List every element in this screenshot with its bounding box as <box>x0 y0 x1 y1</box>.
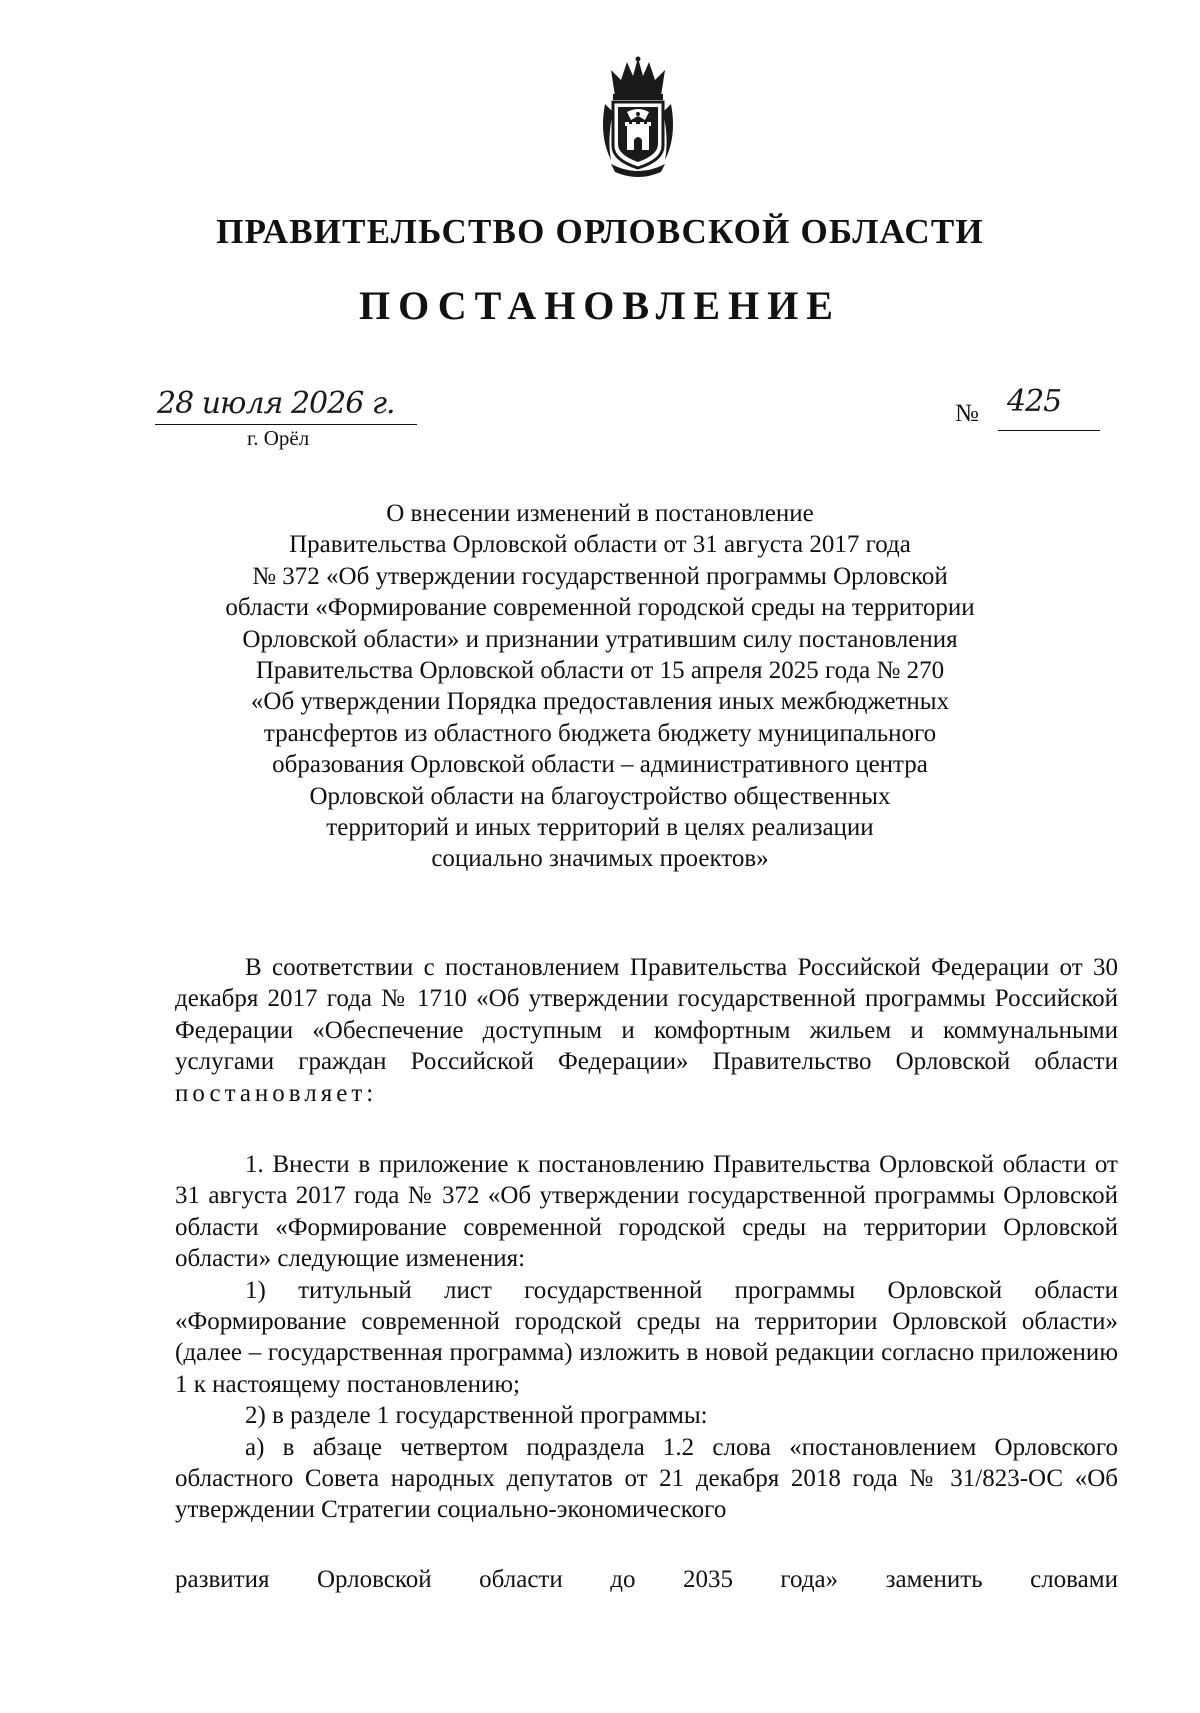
last-line-word: заменить <box>885 1566 983 1593</box>
coat-of-arms-icon <box>597 56 679 178</box>
city-label: г. Орёл <box>247 426 310 450</box>
subject-line: Орловской области на благоустройство общественных <box>309 782 891 810</box>
preamble-text: В соответствии с постановлением Правительства Российской Федерации от 30 декабря 2017 года № 1710 «Об утверждении государственной программы Российской Федерации «Обеспечение доступным и комфортным жильем и коммунальными услугами граждан Российской Федерации» Правительство Орловской области <box>175 954 1118 1076</box>
decree-word: постановляет: <box>175 1079 378 1107</box>
last-line-word: области <box>479 1566 563 1593</box>
document-type-title: ПОСТАНОВЛЕНИЕ <box>359 283 841 328</box>
item-1-2-paragraph: 2) в разделе 1 государственной программы: <box>245 1402 708 1430</box>
handwritten-number: 425 <box>1007 384 1062 419</box>
item-1-paragraph: 1. Внести в приложение к постановлению Правительства Орловской области от 31 августа 2017 года № 372 «Об утверждении государственной программы Орловской области «Формирование современной городской среды на территории Орловской области» следующие изменения: <box>175 1151 1118 1273</box>
subject-line: Правительства Орловской области от 31 августа 2017 года <box>289 531 911 559</box>
subject-line: Орловской области» и признании утратившим силу постановления <box>242 625 958 653</box>
subject-line: № 372 «Об утверждении государственной программы Орловской <box>252 562 948 590</box>
number-sign: № <box>955 400 979 427</box>
subject-line: социально значимых проектов» <box>431 845 769 873</box>
subject-line: «Об утверждении Порядка предоставления иных межбюджетных <box>250 688 950 716</box>
subject-line: области «Формирование современной городской среды на территории <box>225 594 975 622</box>
subject-line: образования Орловской области – административного центра <box>272 751 928 779</box>
subject-line: территорий и иных территорий в целях реализации <box>326 814 874 842</box>
last-line-word: развития <box>175 1566 270 1593</box>
date-underline <box>155 424 417 425</box>
subject-line: О внесении изменений в постановление <box>386 500 814 527</box>
item-1-2a-paragraph: а) в абзаце четвертом подраздела 1.2 слова «постановлением Орловского областного Совета народных депутатов от 21 декабря 2018 года № 31/823-ОС «Об утверждении Стратегии социально-экономического <box>175 1433 1118 1524</box>
number-underline <box>998 430 1100 431</box>
last-line-word: 2035 <box>682 1566 733 1593</box>
last-line-word: до <box>610 1566 636 1593</box>
last-line-word: года» <box>780 1566 839 1593</box>
last-line-word: Орловской <box>316 1566 432 1593</box>
last-line-word: словами <box>1030 1566 1118 1593</box>
preamble-paragraph <box>175 952 1118 1109</box>
last-line <box>175 1564 1118 1595</box>
subject-line: трансфертов из областного бюджета бюджету муниципального <box>263 719 937 747</box>
item-1-block <box>175 1149 1118 1526</box>
item-1-1-paragraph: 1) титульный лист государственной программы Орловской области «Формирование современной городской среды на территории Орловской области» (далее – государственная программа) изложить в новой редакции согласно приложению 1 к настоящему постановлению; <box>175 1276 1118 1398</box>
subject-line: Правительства Орловской области от 15 апреля 2025 года № 270 <box>255 657 945 685</box>
document-subject <box>120 498 1080 875</box>
document-number-block <box>955 384 1105 436</box>
issuing-authority: ПРАВИТЕЛЬСТВО ОРЛОВСКОЙ ОБЛАСТИ <box>216 212 984 251</box>
handwritten-date: 28 июля 2026 г. <box>157 386 395 421</box>
